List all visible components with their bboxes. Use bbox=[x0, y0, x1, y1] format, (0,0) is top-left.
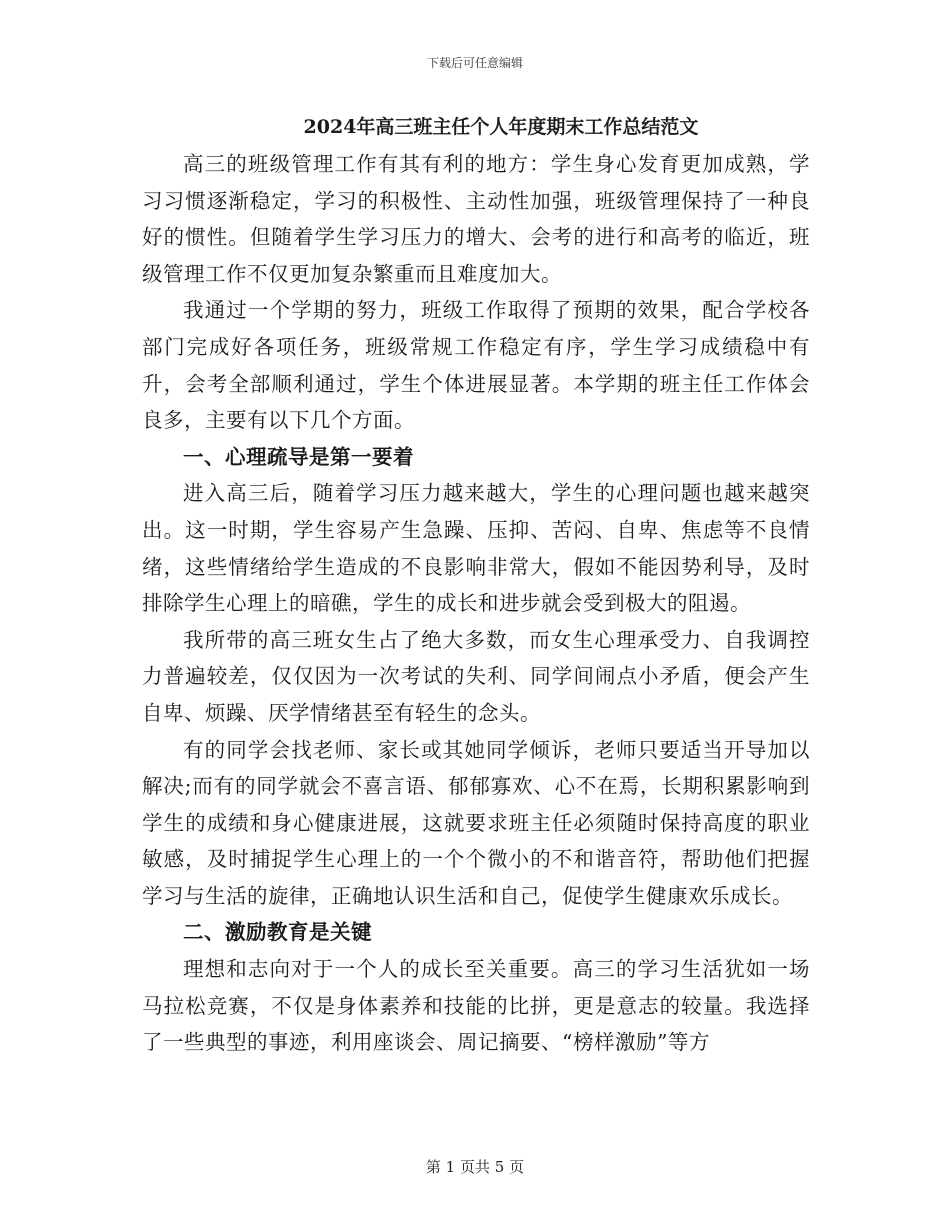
section2-paragraph-1: 理想和志向对于一个人的成长至关重要。高三的学习生活犹如一场马拉松竞赛，不仅是身体素养和技能的比拼，更是意志的较量。我选择了一些典型的事迹，利用座谈会、周记摘要、“榜样激励”等方 bbox=[142, 957, 810, 1055]
document-body bbox=[142, 112, 810, 1061]
section1-paragraph-3: 有的同学会找老师、家长或其她同学倾诉，老师只要适当开导加以解决;而有的同学就会不喜言语、郁郁寡欢、心不在焉，长期积累影响到学生的成绩和身心健康进展，这就要求班主任必须随时保持高度的职业敏感，及时捕捉学生心理上的一个个微小的不和谐音符，帮助他们把握学习与生活的旋律，正确地认识生活和自己，促使学生健康欢乐成长。 bbox=[142, 737, 810, 908]
intro-paragraph-1: 高三的班级管理工作有其有利的地方：学生身心发育更加成熟，学习习惯逐渐稳定，学习的积极性、主动性加强，班级管理保持了一种良好的惯性。但随着学生学习压力的增大、会考的进行和高考的临近，班级管理工作不仅更加复杂繁重而且难度加大。 bbox=[142, 152, 810, 286]
section-heading-2: 二、激励教育是关键 bbox=[183, 920, 372, 945]
section1-paragraph-1: 进入高三后，随着学习压力越来越大，学生的心理问题也越来越突出。这一时期，学生容易产生急躁、压抑、苦闷、自卑、焦虑等不良情绪，这些情绪给学生造成的不良影响非常大，假如不能因势利导，及时排除学生心理上的暗礁，学生的成长和进步就会受到极大的阻遏。 bbox=[142, 481, 810, 616]
document-title: 2024年高三班主任个人年度期末工作总结范文 bbox=[303, 116, 699, 138]
intro-paragraph-2: 我通过一个学期的努力，班级工作取得了预期的效果，配合学校各部门完成好各项任务，班级常规工作稳定有序，学生学习成绩稳中有升，会考全部顺利通过，学生个体进展显著。本学期的班主任工作体会良多，主要有以下几个方面。 bbox=[142, 298, 810, 433]
section-heading-1: 一、心理疏导是第一要着 bbox=[183, 444, 414, 469]
header-note: 下载后可任意编辑 bbox=[426, 56, 523, 70]
section1-paragraph-2: 我所带的高三班女生占了绝大多数，而女生心理承受力、自我调控力普遍较差，仅仅因为一次考试的失利、同学间闹点小矛盾，便会产生自卑、烦躁、厌学情绪甚至有轻生的念头。 bbox=[142, 627, 810, 725]
page-number: 第 1 页共 5 页 bbox=[425, 1158, 525, 1176]
